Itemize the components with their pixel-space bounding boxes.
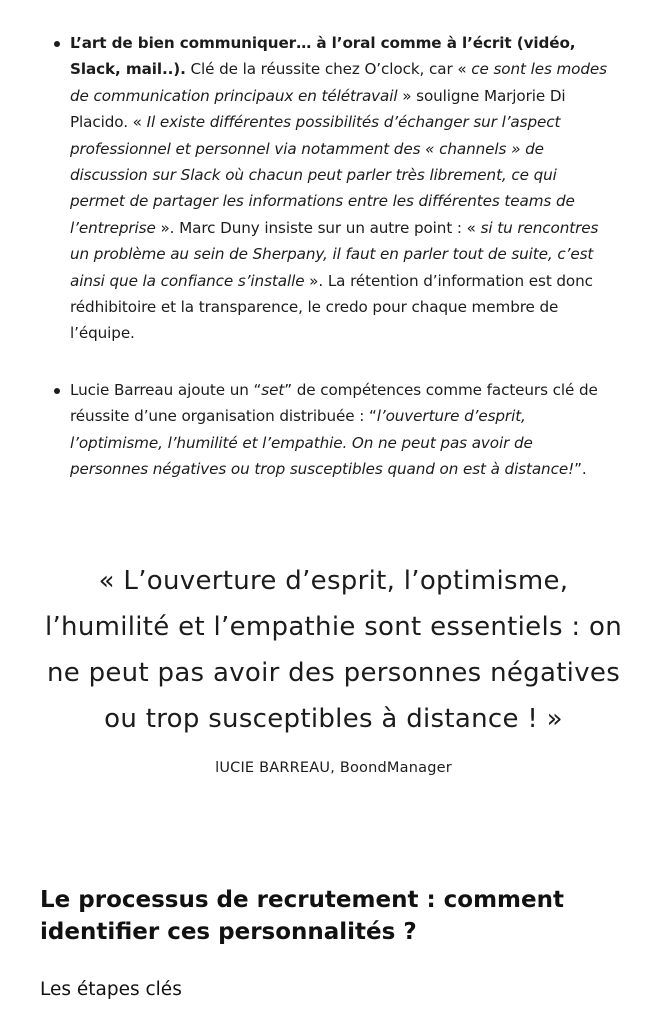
list-item — [70, 30, 615, 347]
quote-text: si tu rencontres un problème au sein de Sherpany, il faut en parler tout de suite, c’est ainsi que la confiance s’installe — [70, 218, 599, 290]
bullet-dot-icon — [54, 388, 60, 394]
bullet-text: Lucie Barreau ajoute un “ — [70, 380, 262, 399]
subsection-title: Les étapes clés — [40, 979, 182, 1000]
bullet-text: ». Marc Duny insiste sur un autre point : « — [155, 218, 481, 237]
pull-quote — [40, 558, 627, 778]
bullet-text: ”. — [574, 460, 587, 479]
bullet-text: Clé de la réussite chez O’clock, car « — [185, 60, 472, 79]
bullet-lead-text: L’art de bien communiquer… à l’oral comme à l’écrit (vidéo, Slack, mail..). — [70, 34, 576, 79]
quote-text: l’ouverture d’esprit, l’optimisme, l’humilité et l’empathie. On ne peut pas avoir de personnes négatives ou trop susceptibles quand on est à distance! — [70, 407, 575, 479]
bullet-dot-icon — [54, 41, 60, 47]
section-title: Le processus de recrutement : comment identifier ces personnalités ? — [40, 887, 564, 945]
pull-quote-text: « L’ouverture d’esprit, l’optimisme, l’humilité et l’empathie sont essentiels : on ne peut pas avoir des personnes négatives ou trop susceptibles à distance ! » — [44, 566, 623, 734]
bullet-text: ” de compétences comme facteurs clé de réussite d’une organisation distribuée : “ — [70, 380, 598, 426]
quote-text: ce sont les modes de communication principaux en télétravail — [70, 60, 607, 105]
bullet-text: ». La rétention d’information est donc rédhibitoire et la transparence, le credo pour chaque membre de l’équipe. — [70, 271, 593, 343]
bullet-list — [70, 30, 615, 483]
quote-text: set — [261, 380, 285, 399]
quote-text: Il existe différentes possibilités d’échanger sur l’aspect professionnel et personnel via notamment des « channels » de discussion sur Slack où chacun peut parler très librement, ce qui permet de partager les informations entre les différentes teams de l’entreprise — [70, 113, 575, 237]
pull-quote-author: lUCIE BARREAU, BoondManager — [215, 760, 452, 776]
bullet-text: » souligne Marjorie Di Placido. « — [70, 86, 566, 132]
list-item — [70, 377, 615, 483]
